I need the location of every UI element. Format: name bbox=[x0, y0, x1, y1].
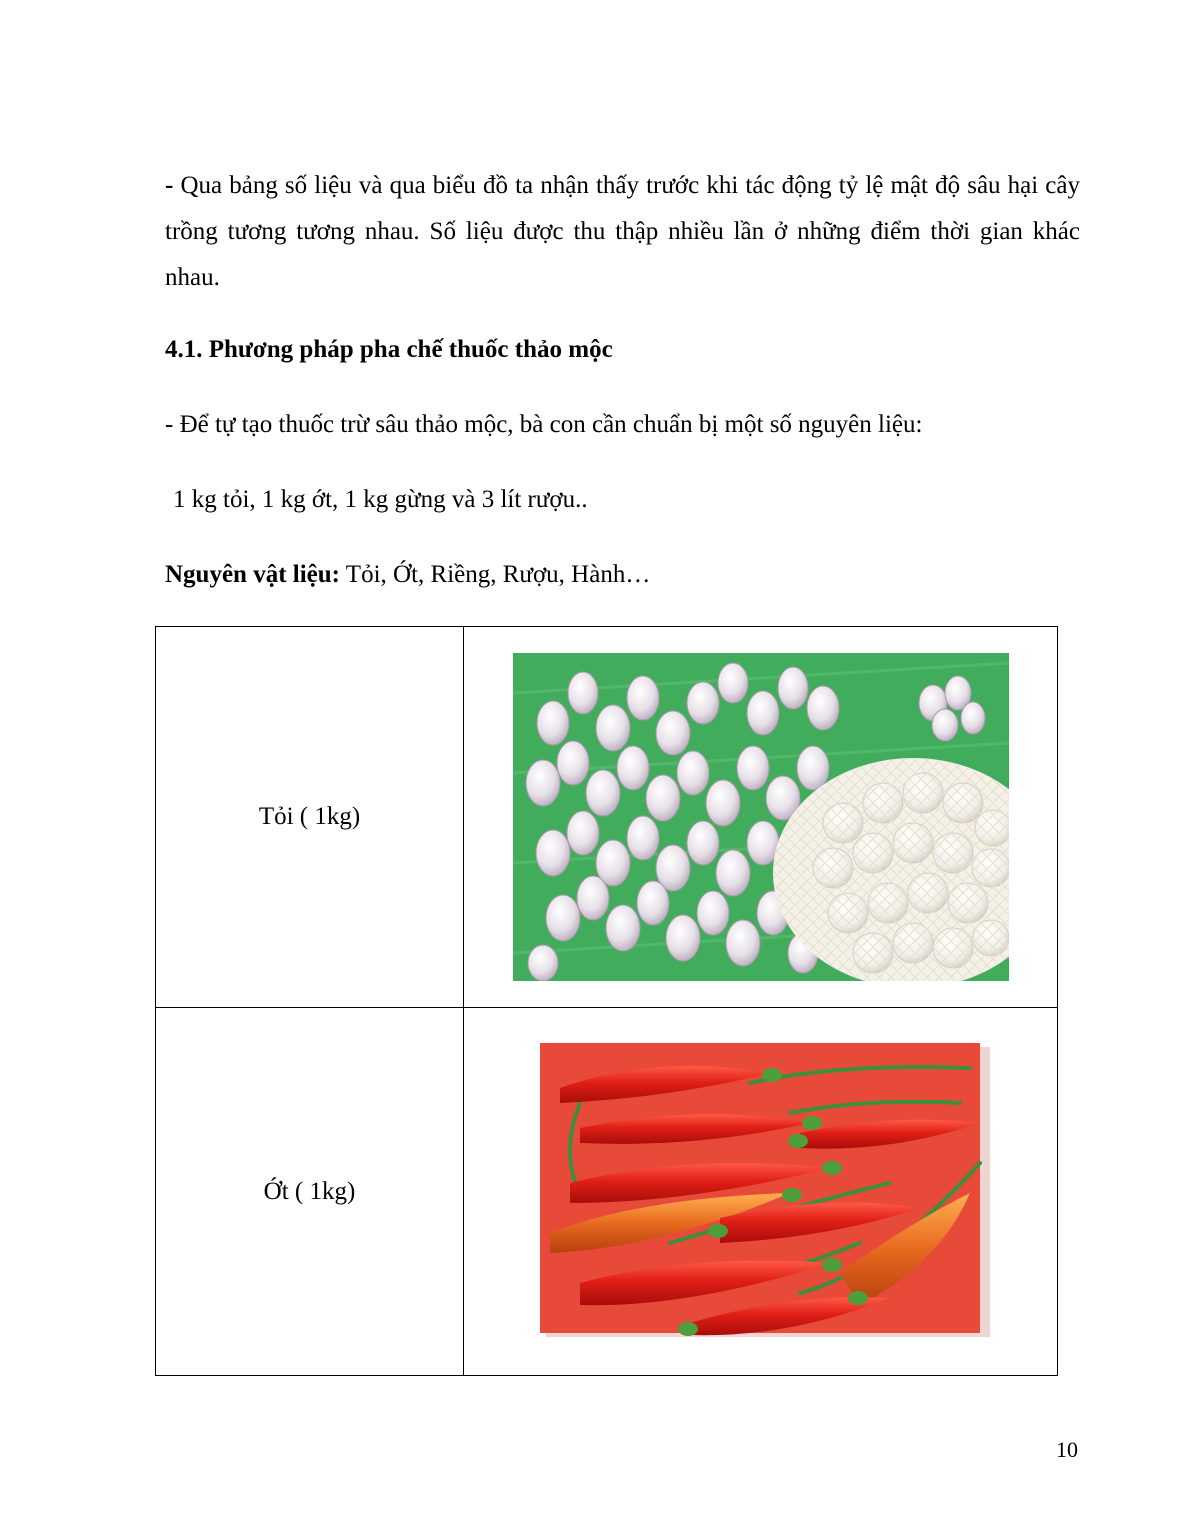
paragraph-materials bbox=[165, 555, 650, 595]
ingredient-name-garlic: Tỏi ( 1kg) bbox=[156, 627, 464, 1008]
table-row bbox=[156, 627, 1058, 1008]
paragraph-analysis bbox=[165, 163, 1080, 301]
ingredients-table bbox=[155, 626, 1058, 1376]
section-heading: 4.1. Phương pháp pha chế thuốc thảo mộc bbox=[165, 336, 613, 363]
materials-label: Nguyên vật liệu: bbox=[165, 561, 340, 588]
chili-photo bbox=[540, 1043, 996, 1341]
ingredient-image-cell bbox=[464, 1008, 1058, 1376]
bullet-dash: - bbox=[165, 172, 181, 199]
paragraph-quantities: 1 kg tỏi, 1 kg ớt, 1 kg gừng và 3 lít rượu.. bbox=[173, 486, 588, 513]
ingredient-image-cell bbox=[464, 627, 1058, 1008]
page-number: 10 bbox=[1056, 1437, 1078, 1462]
garlic-photo bbox=[513, 653, 1009, 981]
materials-value: Tỏi, Ớt, Riềng, Rượu, Hành… bbox=[340, 561, 651, 588]
table-row bbox=[156, 1008, 1058, 1376]
paragraph-analysis-text: Qua bảng số liệu và qua biểu đồ ta nhận thấy trước khi tác động tỷ lệ mật độ sâu hại cây trồng tương tương nhau. Số liệu được thu thập nhiều lần ở những điểm thời gian khác nhau. bbox=[165, 172, 1081, 291]
ingredient-name-chili: Ớt ( 1kg) bbox=[156, 1008, 464, 1376]
paragraph-preparation: - Để tự tạo thuốc trừ sâu thảo mộc, bà con cần chuẩn bị một số nguyên liệu: bbox=[165, 411, 923, 438]
